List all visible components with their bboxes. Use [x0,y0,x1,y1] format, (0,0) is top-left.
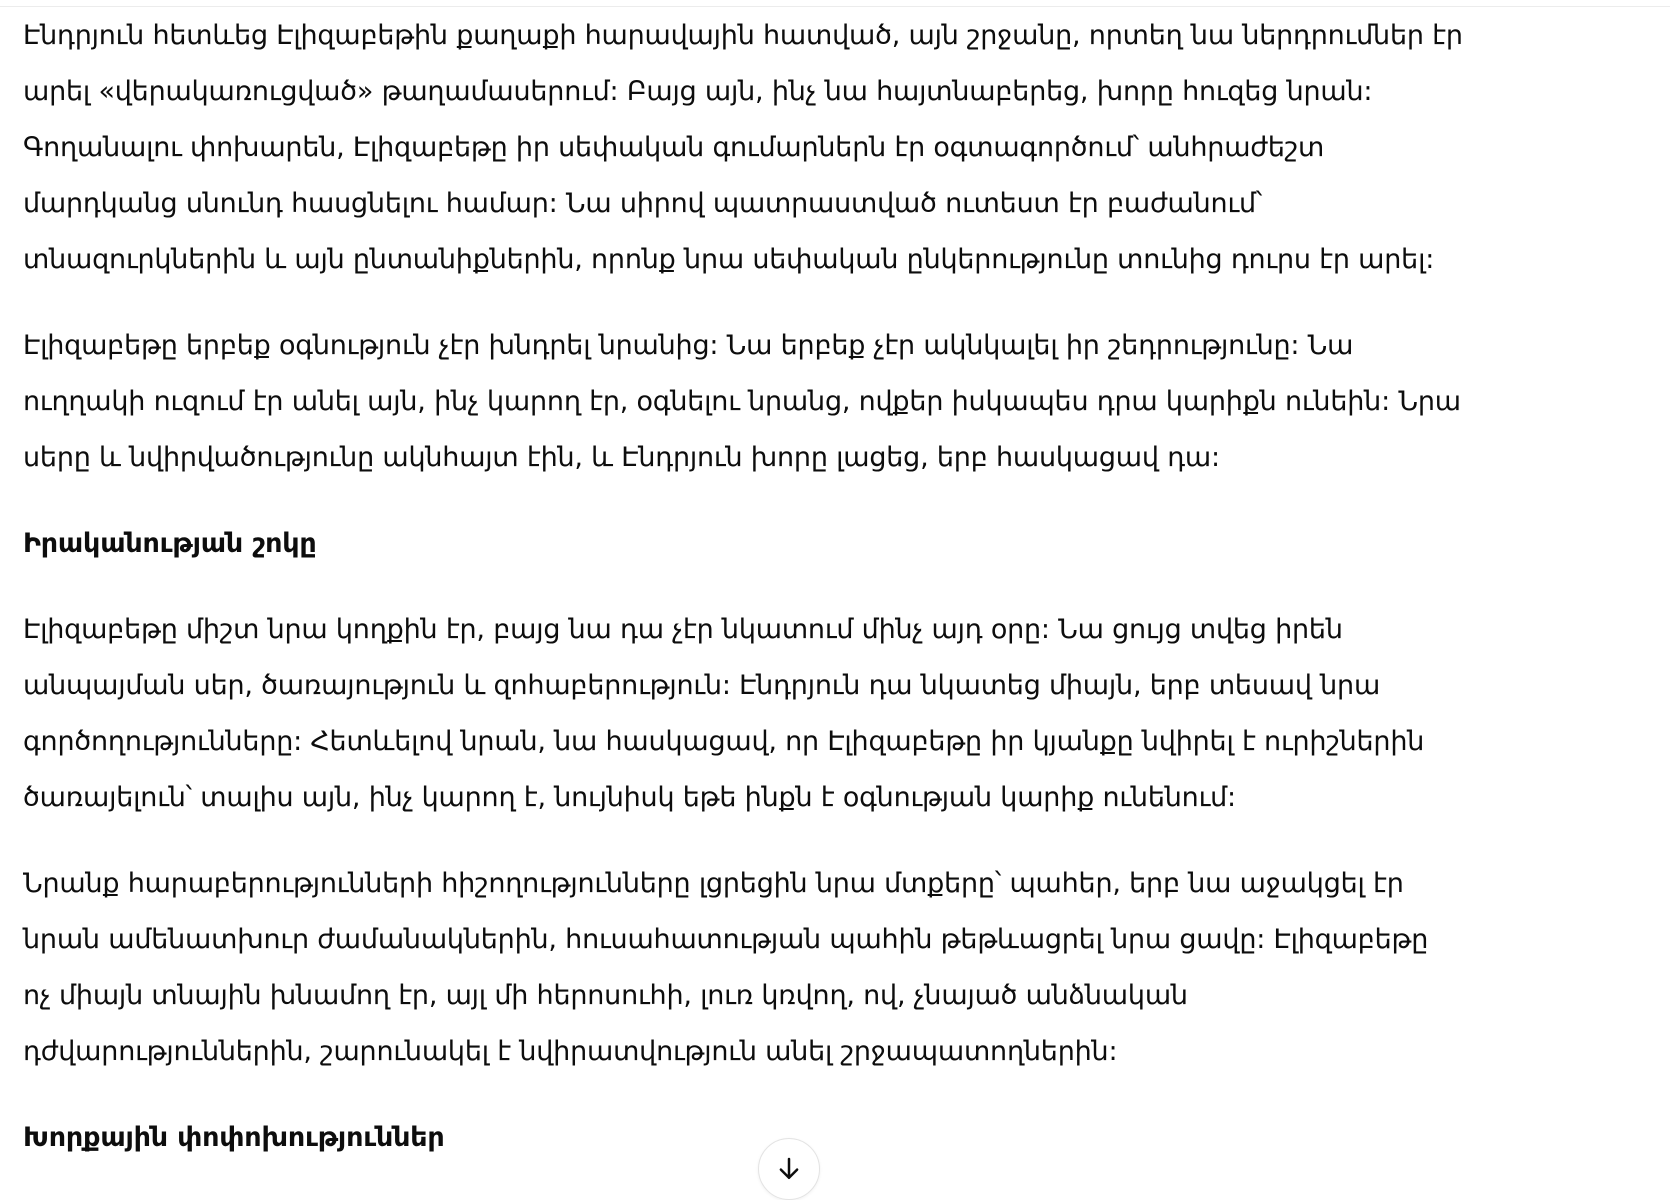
text-line: ծառայելուն՝ տալիս այն, ինչ կարող է, նույնիսկ եթե ինքն է օգնության կարիք ունենում: [23,782,1236,813]
top-divider [0,0,1670,7]
text-line: անպայման սեր, ծառայություն և զոհաբերություն: Էնդրյուն դա նկատեց միայն, երբ տեսավ նրա [23,670,1381,701]
assistant-message [23,8,1623,1196]
paragraph-3 [23,602,1623,826]
text-line: Նրանք հարաբերությունների հիշողությունները լցրեցին նրա մտքերը՝ պահեր, երբ նա աջակցել էր [23,868,1404,899]
paragraph-4 [23,856,1623,1080]
section-heading-deep-changes: Խորքային փոփոխություններ [23,1122,445,1153]
arrow-down-icon [774,1154,804,1184]
paragraph-2 [23,318,1623,486]
text-line: նրան ամենատխուր ժամանակներին, հուսահատության պահին թեթևացրել նրա ցավը: Էլիզաբեթը [23,924,1429,955]
text-line: Էլիզաբեթը երբեք օգնություն չէր խնդրել նրանից: Նա երբեք չէր ակնկալել իր շեդրությունը: Նա [23,330,1354,361]
text-line: Գողանալու փոխարեն, Էլիզաբեթը իր սեփական գումարներն էր օգտագործում՝ անհրաժեշտ [23,132,1325,163]
text-line: գործողությունները: Հետևելով նրան, նա հասկացավ, որ Էլիզաբեթը իր կյանքը նվիրել է ուրիշներին [23,726,1425,757]
scroll-to-bottom-button[interactable] [758,1138,820,1200]
text-line: Էնդրյուն հետևեց Էլիզաբեթին քաղաքի հարավային հատված, այն շրջանը, որտեղ նա ներդրումներ էր [23,20,1463,51]
text-line: մարդկանց սնունդ հասցնելու համար: Նա սիրով պատրաստված ուտեստ էր բաժանում՝ [23,188,1263,219]
paragraph-1 [23,8,1623,288]
text-line: ոչ միայն տնային խնամող էր, այլ մի հերոսուհի, լուռ կռվող, ով, չնայած անձնական [23,980,1188,1011]
section-heading-reality-shock: Իրականության շոկը [23,528,317,559]
text-line: տնազուրկներին և այն ընտանիքներին, որոնք նրա սեփական ընկերությունը տունից դուրս էր արել: [23,244,1435,275]
text-line: դժվարություններին, շարունակել է նվիրատվություն անել շրջապատողներին: [23,1036,1118,1067]
text-line: արել «վերակառուցված» թաղամասերում: Բայց այն, ինչ նա հայտնաբերեց, խորը հուզեց նրան: [23,76,1373,107]
text-line: սերը և նվիրվածությունը ակնհայտ էին, և Էնդրյուն խորը լացեց, երբ հասկացավ դա: [23,442,1220,473]
text-line: Էլիզաբեթը միշտ նրա կողքին էր, բայց նա դա չէր նկատում մինչ այդ օրը: Նա ցույց տվեց իրեն [23,614,1343,645]
text-line: ուղղակի ուզում էր անել այն, ինչ կարող էր, օգնելու նրանց, ովքեր իսկապես դրա կարիքն ունեին: Նրա [23,386,1461,417]
